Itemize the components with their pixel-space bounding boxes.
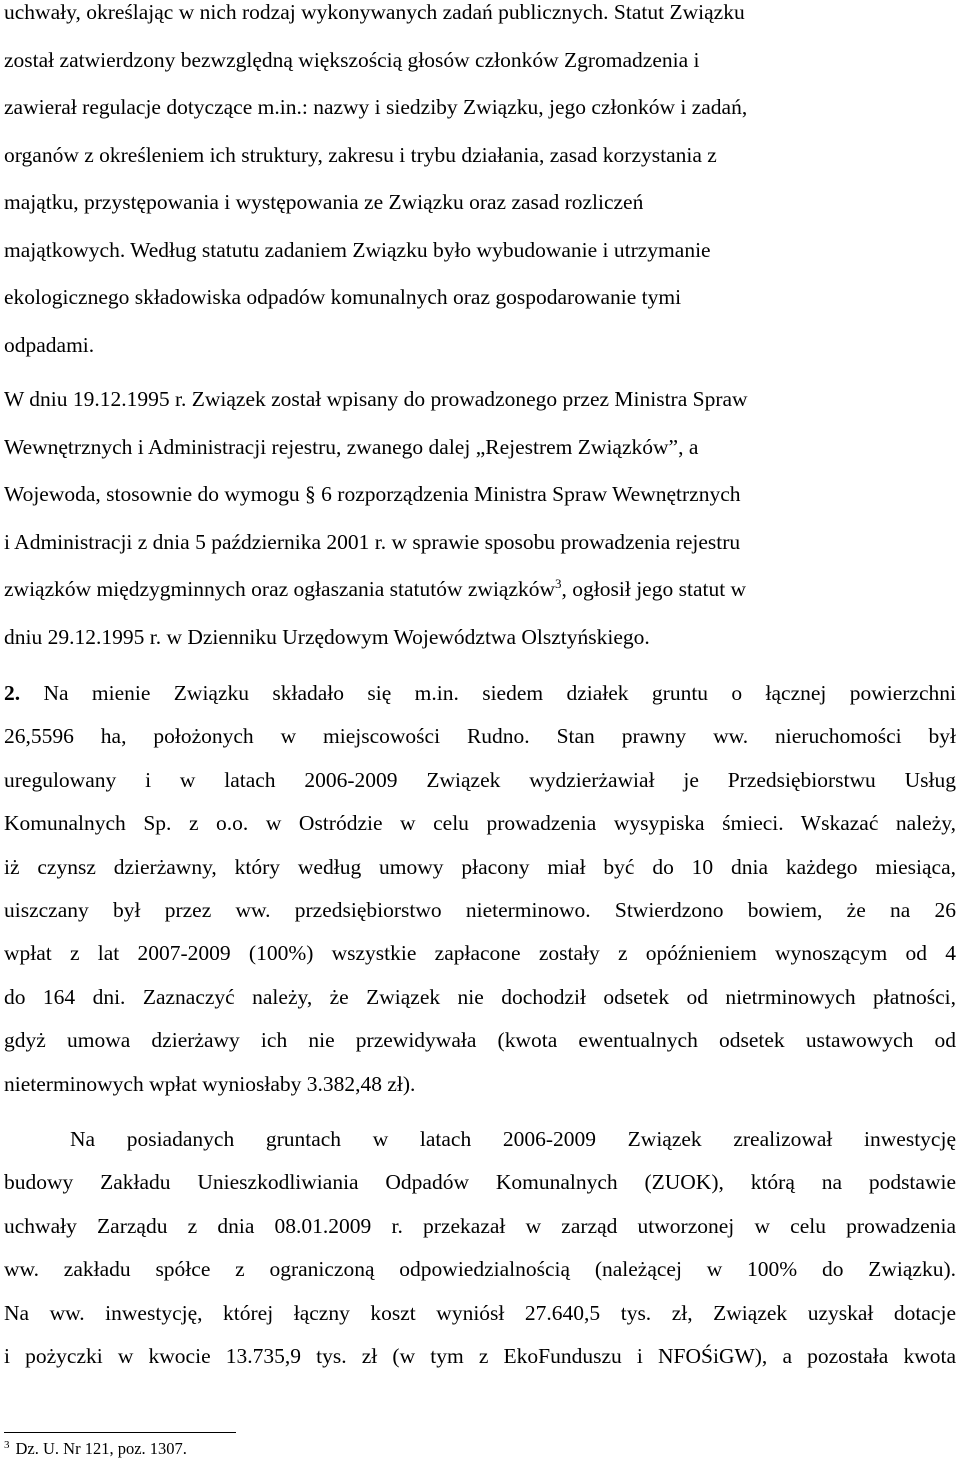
text-line: uchwały Zarządu z dnia 08.01.2009 r. przekazał w zarząd utworzonej w celu prowadzenia [4, 1213, 956, 1238]
text-line: organów z określeniem ich struktury, zakresu i trybu działania, zasad korzystania z [4, 142, 717, 167]
text-line: odpadami. [4, 332, 95, 357]
section-number: 2. [4, 681, 21, 705]
text-line: 26,5596 ha, położonych w miejscowości Rudno. Stan prawny ww. nieruchomości był [4, 724, 956, 749]
text-line: uiszczany był przez ww. przedsiębiorstwo nieterminowo. Stwierdzono bowiem, że na 26 [4, 898, 956, 923]
text-line: do 164 dni. Zaznaczyć należy, że Związek nie dochodził odsetek od nietrminowych płatności, [4, 984, 956, 1009]
text-line: Wojewoda, stosownie do wymogu § 6 rozporządzenia Ministra Spraw Wewnętrznych [4, 482, 741, 506]
text-line: Komunalnych Sp. z o.o. w Ostródzie w celu prowadzenia wysypiska śmieci. Wskazać należy, [4, 811, 956, 836]
text-line: majątku, przystępowania i występowania ze Związku oraz zasad rozliczeń [4, 190, 644, 214]
paragraph-property [4, 672, 956, 1106]
paragraph-registry [4, 376, 956, 661]
text-line: i Administracji z dnia 5 października 2001 r. w sprawie sposobu prowadzenia rejestru [4, 529, 741, 554]
text-line: W dniu 19.12.1995 r. Związek został wpisany do prowadzonego przez Ministra Spraw [4, 387, 748, 411]
footnote-reference: 3 [555, 575, 562, 591]
text-fragment: Na mienie Związku składało się m.in. siedem działek gruntu o łącznej powierzchni [43, 681, 957, 705]
text-line: ww. zakładu spółce z ograniczoną odpowiedzialnością (należącej w 100% do Związku). [4, 1257, 956, 1282]
paragraph-statute [4, 0, 956, 369]
text-line: gdyż umowa dzierżawy ich nie przewidywała (kwota ewentualnych odsetek ustawowych od [4, 1028, 956, 1053]
text-line: nieterminowych wpłat wyniosłaby 3.382,48 zł). [4, 1071, 416, 1096]
text-line: uregulowany i w latach 2006-2009 Związek wydzierżawiał je Przedsiębiorstwu Usług [4, 767, 956, 792]
text-line: ekologicznego składowiska odpadów komunalnych oraz gospodarowanie tymi [4, 285, 682, 309]
text-fragment: , ogłosił jego statut w [561, 577, 747, 601]
text-line-numbered [4, 672, 956, 715]
footnote-separator [4, 1432, 236, 1433]
text-line: iż czynsz dzierżawny, który według umowy płacony miał być do 10 dnia każdego miesiąca, [4, 854, 956, 879]
text-line-with-footnote-ref [4, 566, 956, 614]
text-line: Wewnętrznych i Administracji rejestru, zwanego dalej „Rejestrem Związków”, a [4, 434, 699, 459]
text-line: budowy Zakładu Unieszkodliwiania Odpadów Komunalnych (ZUOK), którą na podstawie [4, 1170, 956, 1195]
footnote [4, 1438, 187, 1460]
paragraph-investment [4, 1118, 956, 1378]
footnote-text: Dz. U. Nr 121, poz. 1307. [15, 1439, 187, 1458]
text-fragment: związków międzygminnych oraz ogłaszania statutów związków [4, 577, 556, 601]
text-line: Na ww. inwestycję, której łączny koszt wyniósł 27.640,5 tys. zł, Związek uzyskał dotacje [4, 1300, 956, 1325]
footnote-number: 3 [4, 1438, 10, 1451]
text-line: majątkowych. Według statutu zadaniem Związku było wybudowanie i utrzymanie [4, 237, 711, 262]
text-line: dniu 29.12.1995 r. w Dzienniku Urzędowym Województwa Olsztyńskiego. [4, 624, 650, 649]
text-line: Na posiadanych gruntach w latach 2006-2009 Związek zrealizował inwestycję [70, 1127, 956, 1151]
text-line: został zatwierdzony bezwzględną większością głosów członków Zgromadzenia i [4, 47, 700, 72]
text-line: uchwały, określając w nich rodzaj wykonywanych zadań publicznych. Statut Związku [4, 0, 745, 24]
text-line: zawierał regulacje dotyczące m.in.: nazwy i siedziby Związku, jego członków i zadań, [4, 95, 748, 119]
text-line: i pożyczki w kwocie 13.735,9 tys. zł (w tym z EkoFunduszu i NFOŚiGW), a pozostała kwota [4, 1344, 956, 1369]
text-line: wpłat z lat 2007-2009 (100%) wszystkie zapłacone zostały z opóźnieniem wynoszącym od 4 [4, 941, 956, 966]
